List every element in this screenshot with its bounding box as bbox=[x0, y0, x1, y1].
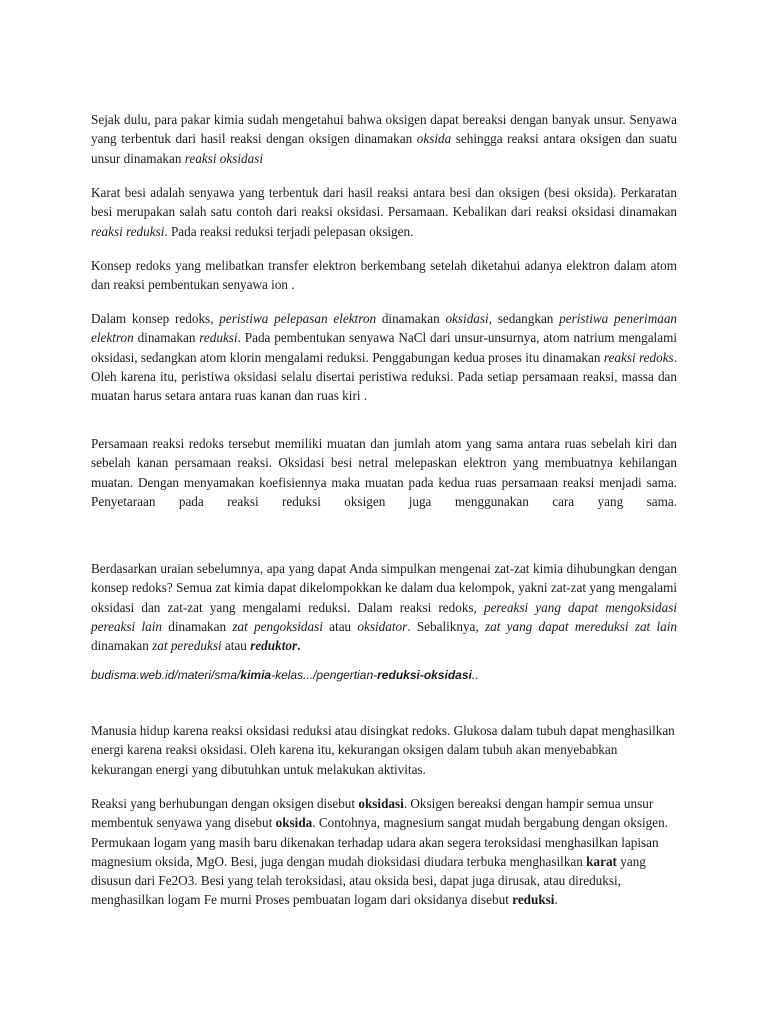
paragraph-oksigen-logam bbox=[91, 794, 677, 910]
text-run: dinamakan bbox=[161, 618, 233, 634]
term-reaksi-redoks: reaksi redoks bbox=[603, 349, 674, 365]
term-pereaksi-mengoksidasi: pereaksi yang dapat mengoksidasi pereaksi lain bbox=[91, 599, 677, 634]
text-run: yang disusun dari Fe2O3. Besi yang telah teroksidasi, atau oksida besi, dapat juga dirusak, atau direduksi, menghasilkan logam Fe murni Proses pembuatan logam dari oksidanya disebut bbox=[91, 853, 646, 908]
url-part: -kelas.../pengertian- bbox=[271, 668, 378, 682]
paragraph-manusia-redoks bbox=[91, 721, 677, 779]
paragraph-oksidasi-intro bbox=[91, 110, 677, 168]
term-oksidator: oksidator bbox=[357, 618, 408, 634]
text-run: Karat besi adalah senyawa yang terbentuk dari hasil reaksi antara besi dan oksigen (besi oksida). Perkaratan besi merupakan salah satu contoh dari reaksi oksidasi. Persamaan. Kebalikan dari reaksi oksidasi dinamakan bbox=[91, 185, 677, 220]
paragraph-persamaan-reaksi bbox=[91, 434, 677, 511]
term-reduksi: reduksi bbox=[199, 330, 238, 346]
text-run: dinamakan bbox=[376, 311, 446, 326]
text-run: Persamaan reaksi redoks tersebut memiliki muatan dan jumlah atom yang sama antara ruas sebelah kiri dan sebelah kanan persamaan reaksi. Oksidasi besi netral melepaskan elektron yang membuatnya kehilangan muatan. Dengan menyamakan koefisiennya maka muatan pada kedua ruas persamaan reaksi menjadi sama. Penyetaraan pada reaksi reduksi oksigen juga menggunakan cara yang sama. bbox=[91, 436, 677, 509]
text-run: . Sebaliknya, bbox=[407, 618, 485, 634]
text-run: . bbox=[554, 892, 558, 908]
term-pelepasan-elektron: peristiwa pelepasan elektron bbox=[219, 311, 377, 326]
text-run: . Oksigen bereaksi dengan hampir semua unsur membentuk senyawa yang disebut bbox=[91, 796, 654, 831]
text-run: sehingga reaksi antara oksigen dan suatu unsur dinamakan bbox=[91, 131, 677, 166]
term-oksidasi-bold: oksidasi bbox=[358, 796, 404, 811]
text-run: . Pada pembentukan senyawa NaCl dari unsur-unsurnya, atom natrium mengalami oksidasi, sedangkan atom klorin mengalami reduksi. Penggabungan kedua proses itu dinamakan bbox=[91, 330, 677, 365]
term-oksidasi: oksidasi bbox=[445, 311, 489, 326]
term-penerimaan-elektron: peristiwa penerimaan elektron bbox=[91, 311, 678, 346]
term-karat-bold: karat bbox=[586, 853, 617, 869]
text-run: dinamakan bbox=[133, 330, 200, 346]
text-run: . Contohnya, magnesium sangat mudah bergabung dengan oksigen. Permukaan logam yang masih baru dikenakan terhadap udara akan segera teroksidasi menghasilkan lapisan magnesium oksida, MgO. Besi, juga dengan mudah dioksidasi diudara terbuka menghasilkan bbox=[91, 815, 669, 869]
url-keyword: kimia bbox=[240, 668, 272, 682]
text-run: Sejak dulu, para pakar kimia sudah mengetahui bahwa oksigen dapat bereaksi dengan banyak unsur. Senyawa yang terbentuk dari hasil reaksi dengan oksigen dinamakan bbox=[91, 112, 677, 147]
term-zat-pereduksi: zat pereduksi bbox=[152, 638, 222, 654]
term-reaksi-oksidasi: reaksi oksidasi bbox=[184, 150, 264, 166]
url-part: .. bbox=[471, 668, 479, 682]
term-oksida-bold: oksida bbox=[275, 815, 313, 831]
text-run: atau bbox=[221, 638, 251, 654]
text-run: . Oleh karena itu, peristiwa oksidasi selalu disertai peristiwa reduksi. Pada setiap persamaan reaksi, massa dan muatan harus setara antara ruas kanan dan ruas kiri . bbox=[91, 349, 677, 404]
term-zat-pengoksidasi: zat pengoksidasi bbox=[232, 618, 323, 634]
text-run: atau bbox=[322, 618, 358, 634]
term-reduksi-bold: reduksi bbox=[512, 892, 555, 908]
text-run: Manusia hidup karena reaksi oksidasi reduksi atau disingkat redoks. Glukosa dalam tubuh dapat menghasilkan energi karena reaksi oksidasi. Oleh karena itu, kekurangan oksigen dalam tubuh akan menyebabkan kekurangan energi yang dibutuhkan untuk melakukan aktivitas. bbox=[91, 723, 675, 777]
text-run: , sedangkan bbox=[488, 311, 560, 326]
text-run: dinamakan bbox=[91, 638, 153, 654]
paragraph-konsep-redoks bbox=[91, 256, 677, 295]
text-run: Reaksi yang berhubungan dengan oksigen disebut bbox=[91, 796, 359, 811]
term-oksida: oksida bbox=[416, 131, 452, 147]
term-reaksi-reduksi: reaksi reduksi bbox=[91, 223, 165, 239]
paragraph-kesimpulan bbox=[91, 559, 677, 655]
term-zat-mereduksi: zat yang dapat mereduksi zat lain bbox=[484, 618, 678, 634]
source-url bbox=[91, 667, 691, 683]
text-run: . Pada reaksi reduksi terjadi pelepasan oksigen. bbox=[164, 223, 414, 239]
paragraph-elektron bbox=[91, 309, 677, 405]
text-run: Konsep redoks yang melibatkan transfer elektron berkembang setelah diketahui adanya elektron dalam atom dan reaksi pembentukan senyawa ion . bbox=[91, 258, 677, 293]
paragraph-karat-besi bbox=[91, 183, 677, 241]
text-run: Dalam konsep redoks, bbox=[91, 311, 220, 326]
term-reduktor: reduktor bbox=[250, 638, 298, 654]
text-run: . bbox=[297, 638, 301, 654]
url-keyword: reduksi-oksidasi bbox=[377, 668, 472, 682]
text-run: Berdasarkan uraian sebelumnya, apa yang dapat Anda simpulkan mengenai zat-zat kimia dihubungkan dengan konsep redoks? Semua zat kimia dapat dikelompokkan ke dalam dua kelompok, yakni zat-zat yang mengalami oksidasi dan zat-zat yang mengalami reduksi. Dalam reaksi redoks, bbox=[91, 561, 677, 615]
url-part: budisma.web.id/materi/sma/ bbox=[91, 668, 241, 682]
